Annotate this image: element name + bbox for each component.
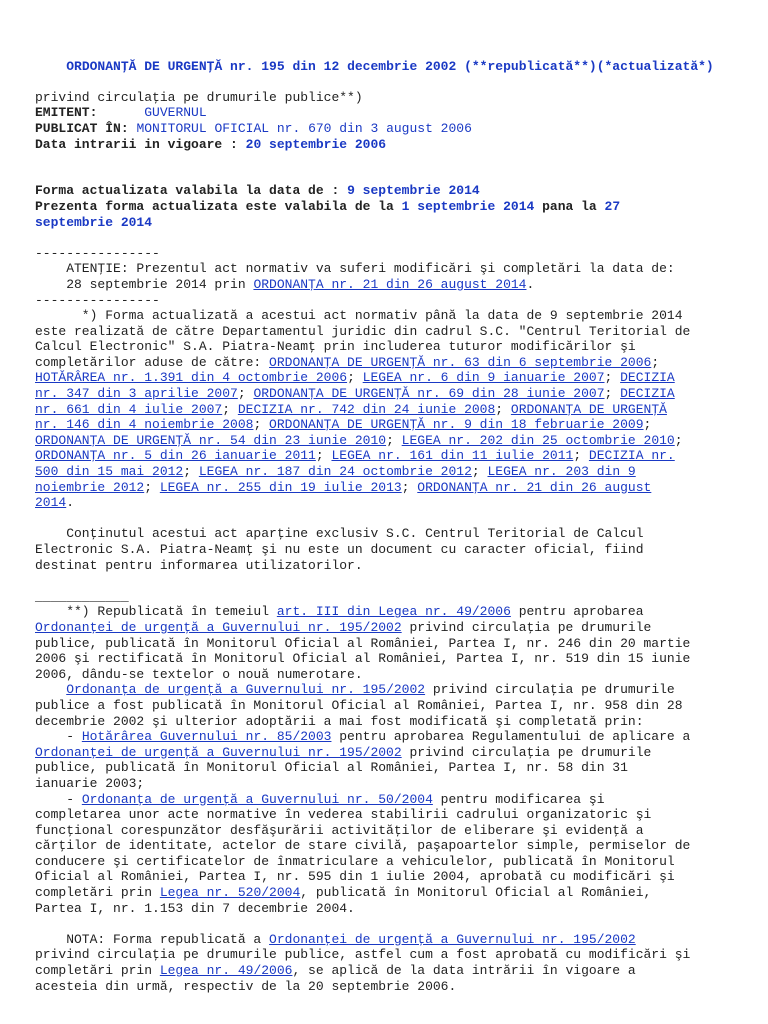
emitent-row [35,105,760,121]
footnote-star-intro: completărilor aduse de către: [35,354,270,370]
amendment-link[interactable]: LEGEA nr. 6 din 9 ianuarie 2007 [362,370,605,386]
footnote-star-line-7: nr. 661 din 4 iulie 2007; DECIZIA nr. 742 din 24 iunie 2008; ORDONANŢA DE URGENŢĂ [35,401,667,417]
attention-link[interactable]: ORDONANŢA nr. 21 din 26 august 2014 [253,276,527,292]
content-note-line-2: Electronic S.A. Piatra-Neamţ şi nu este un document cu caracter oficial, fiind [35,542,644,557]
republished-cont: pentru aprobarea [510,604,644,620]
republished-intro: **) Republicată în temeiul [35,604,277,620]
amendment-link[interactable]: LEGEA nr. 187 din 24 octombrie 2012 [198,464,472,480]
original-line-1 [35,682,760,698]
original-cont: privind circulaţia pe drumurile [425,682,675,698]
hg-cont: privind circulaţia pe drumurile [401,744,652,760]
data-intrarii-row [35,137,760,153]
form-valid-range-row [35,199,760,215]
nota-line-3 [35,963,760,979]
publicat-value: MONITORUL OFICIAL nr. 670 din 3 august 2006 [136,120,472,136]
attention-line-1: ATENŢIE: Prezentul act normativ va suferi modificări şi completări la data de: [35,261,675,277]
amendment-link[interactable]: LEGEA nr. 202 din 25 octombrie 2010 [401,432,675,448]
amendment-link[interactable]: LEGEA nr. 203 din 9 [487,464,636,480]
publicat-row [35,121,760,137]
footnote-star-line-10: ORDONANŢA nr. 5 din 26 ianuarie 2011; LEGEA nr. 161 din 11 iulie 2011; DECIZIA nr. [35,448,675,464]
attention-line-2-end: . [526,276,535,292]
form-valid-date-label: Forma actualizata valabila la data de : [35,183,340,199]
footnote-star-line-13: 2014. [35,495,75,511]
amendment-link[interactable]: 2014 [35,495,67,511]
list-dash: - [35,729,82,745]
oug-cont: pentru modificarea şi [432,791,605,807]
act-title-link[interactable]: ORDONANŢĂ DE URGENŢĂ nr. 195 din 12 decembrie 2002 (**republicată**)(*actualizată*) [66,58,714,74]
oug-line-7 [35,885,760,901]
original-line-2: publice a fost publicată în Monitorul Oficial al României, Partea I, nr. 958 din 28 [35,697,683,713]
oug-cont: completări prin [35,885,160,901]
attention-line-2 [35,277,760,293]
footnote-star-line-12: noiembrie 2012; LEGEA nr. 255 din 19 iulie 2013; ORDONANŢA nr. 21 din 26 august [35,479,652,495]
amendment-link[interactable]: ORDONANŢA DE URGENŢĂ nr. 69 din 28 iunie 2007 [253,386,605,402]
nota-line-1 [35,932,760,948]
republished-cont: privind circulaţia pe drumurile [401,619,652,635]
content-note-line-1: Conţinutul acestui act aparţine exclusiv S.C. Centrul Teritorial de Calcul [35,526,644,542]
separator-bottom: ---------------- [35,292,160,308]
separator-top: ---------------- [35,245,160,261]
footnote-star-line-3: Calcul Electronic" S.A. Piatra-Neamţ prin includerea tuturor modificărilor şi [35,339,636,355]
amendment-link[interactable]: DECIZIA [620,370,675,386]
hg-line-2 [35,745,760,761]
law-link[interactable]: Ordonanţei de urgenţă a Guvernului nr. 195/2002 [35,619,402,635]
amendment-link[interactable]: DECIZIA nr. 742 din 24 iunie 2008 [237,401,496,417]
nota-intro: NOTA: Forma republicată a [35,931,270,947]
hg-cont: pentru aprobarea Regulamentului de aplicare a [331,729,691,745]
nota-line-4: acesteia din urmă, respectiv de la 20 septembrie 2006. [35,978,457,994]
footnote-star-line-1: *) Forma actualizată a acestui act normativ până la data de 9 septembrie 2014 [35,308,683,324]
form-valid-date-value: 9 septembrie 2014 [347,183,480,199]
oug-line-2: completarea unor acte normative în vederea stabilirii cadrului organizatoric şi [35,807,652,823]
republished-line-5: 2006, dându-se textelor o nouă numerotare. [35,666,363,682]
oug-line-8: Partea I, nr. 1.153 din 7 decembrie 2004. [35,900,355,916]
oug-line-5: conducere şi certificatelor de înmatriculare a vehiculelor, publicată în Monitorul [35,853,675,869]
law-link[interactable]: Ordonanţei de urgenţă a Guvernului nr. 195/2002 [35,744,402,760]
law-link[interactable]: Hotărârea Guvernului nr. 85/2003 [81,729,332,745]
list-dash: - [35,791,82,807]
footnote-star-line-5: HOTĂRÂREA nr. 1.391 din 4 octombrie 2006; LEGEA nr. 6 din 9 ianuarie 2007; DECIZIA [35,370,675,386]
amendment-link[interactable]: ORDONANŢA DE URGENŢĂ nr. 63 din 6 septembrie 2006 [269,354,652,370]
law-link[interactable]: Legea nr. 49/2006 [159,963,293,979]
act-subtitle: privind circulaţia pe drumurile publice**) [35,89,363,105]
amendment-link[interactable]: LEGEA nr. 255 din 19 iulie 2013 [159,479,402,495]
nota-line-2: privind circulaţia pe drumurile publice, astfel cum a fost aprobată cu modificări şi [35,947,691,963]
hg-line-1 [35,729,760,745]
footnote-star-line-11: 500 din 15 mai 2012; LEGEA nr. 187 din 24 octombrie 2012; LEGEA nr. 203 din 9 [35,464,636,480]
amendment-link[interactable]: noiembrie 2012 [35,479,145,495]
footnote-star-line-9: ORDONANŢA DE URGENŢĂ nr. 54 din 23 iunie 2010; LEGEA nr. 202 din 25 octombrie 2010; [35,432,683,448]
document-header [35,43,760,90]
hg-line-3: publice, publicată în Monitorul Oficial al României, Partea I, nr. 58 din 31 [35,760,628,776]
nota-cont: , se aplică de la data intrării în vigoare a [292,963,636,979]
emitent-label: EMITENT: [35,105,98,121]
oug-line-6: Oficial al României, Partea I, nr. 595 din 1 iulie 2004, aprobată cu modificări şi [35,869,675,885]
data-intrarii-label: Data intrarii in vigoare : [35,136,238,152]
law-link[interactable]: art. III din Legea nr. 49/2006 [276,604,511,620]
law-link[interactable]: Ordonanţa de urgenţă a Guvernului nr. 50/2004 [81,791,433,807]
amendment-link[interactable]: DECIZIA [620,386,675,402]
oug-line-4: cărţilor de identitate, actelor de stare civilă, paşapoartelor simple, permiselor de [35,838,691,854]
amendment-link[interactable]: ORDONANŢA nr. 21 din 26 august [417,479,652,495]
nota-cont: completări prin [35,963,160,979]
oug-line-3: funcţional corespunzător desfăşurării activităţilor de eliberare şi evidenţă a [35,822,644,838]
amendment-link[interactable]: nr. 347 din 3 aprilie 2007 [35,386,238,402]
publicat-label: PUBLICAT ÎN: [35,120,129,136]
attention-line-2-text: 28 septembrie 2014 prin [35,276,254,292]
oug-cont: , publicată în Monitorul Oficial al României, [300,885,652,901]
amendment-link[interactable]: nr. 661 din 4 iulie 2007 [35,401,223,417]
form-valid-date-row [35,183,760,199]
republished-line-3: publice, publicată în Monitorul Oficial al României, Partea I, nr. 246 din 20 martie [35,635,691,651]
amendment-link[interactable]: HOTĂRÂREA nr. 1.391 din 4 octombrie 2006 [35,370,348,386]
short-separator: ____________ [35,588,129,604]
original-line-3: decembrie 2002 şi ulterior adoptării a mai fost modificată şi completată prin: [35,713,644,729]
amendment-link[interactable]: nr. 146 din 4 noiembrie 2008 [35,417,254,433]
republished-line-2 [35,620,760,636]
republished-line-1 [35,604,760,620]
footnote-star-line-2: este realizată de către Departamentul juridic din cadrul S.C. "Centrul Teritorial de [35,323,691,339]
emitent-value: GUVERNUL [144,105,207,121]
form-valid-to-b: septembrie 2014 [35,214,153,230]
amendment-link[interactable]: DECIZIA nr. [588,448,675,464]
data-intrarii-value: 20 septembrie 2006 [245,136,387,152]
form-valid-range-label: Prezenta forma actualizata este valabila de la [35,198,394,214]
document-page [35,43,760,994]
amendment-link[interactable]: 500 din 15 mai 2012 [35,464,184,480]
amendment-link[interactable]: ORDONANŢA nr. 5 din 26 ianuarie 2011 [35,448,316,464]
law-link[interactable]: Ordonanţei de urgenţă a Guvernului nr. 195/2002 [269,931,636,947]
law-link[interactable]: Legea nr. 520/2004 [159,885,301,901]
oug-line-1 [35,792,760,808]
form-valid-from: 1 septembrie 2014 [401,198,535,214]
form-valid-mid: pana la [542,198,597,214]
republished-line-4: 2006 şi rectificată în Monitorul Oficial al României, Partea I, nr. 519 din 15 iunie [35,651,691,667]
footnote-star-line-8: nr. 146 din 4 noiembrie 2008; ORDONANŢA DE URGENŢĂ nr. 9 din 18 februarie 2009; [35,417,652,433]
amendment-link[interactable]: ORDONANŢA DE URGENŢĂ nr. 54 din 23 iunie 2010 [35,432,387,448]
law-link[interactable]: Ordonanţa de urgenţă a Guvernului nr. 195/2002 [66,682,426,698]
form-valid-to-a: 27 [604,198,621,214]
hg-line-4: ianuarie 2003; [35,775,145,791]
amendment-link[interactable]: ORDONANŢA DE URGENŢĂ [510,401,667,417]
footnote-star-line-6: nr. 347 din 3 aprilie 2007; ORDONANŢA DE URGENŢĂ nr. 69 din 28 iunie 2007; DECIZIA [35,386,675,402]
footnote-star-line-4: completărilor aduse de către: ORDONANŢA DE URGENŢĂ nr. 63 din 6 septembrie 2006; [35,354,660,370]
amendment-link[interactable]: ORDONANŢA DE URGENŢĂ nr. 9 din 18 februarie 2009 [269,417,644,433]
amendment-link[interactable]: LEGEA nr. 161 din 11 iulie 2011 [331,448,574,464]
content-note-line-3: destinat pentru informarea utilizatorilor. [35,557,363,573]
